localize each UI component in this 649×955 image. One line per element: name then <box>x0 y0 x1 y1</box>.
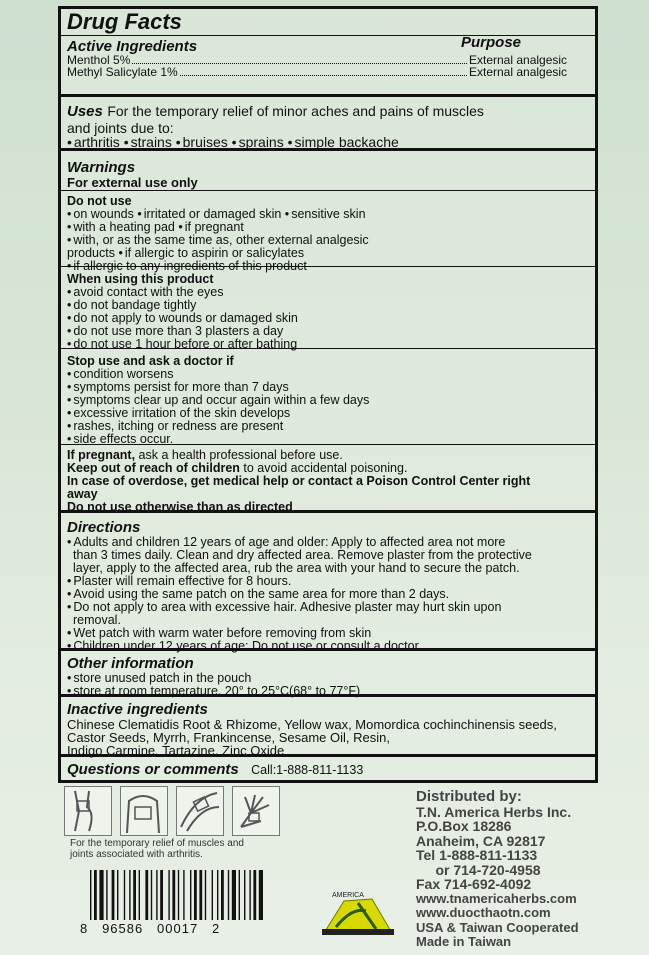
do-not-use-section: Do not use • on wounds • irritated or damaged skin • sensitive skin • with a heating pad • if pregnant • with, or as the same time as, other external analgesic products • if allergic to aspirin or salicylates • if allergic to any ingredients of this product <box>61 191 595 267</box>
use-item: • strains <box>124 134 172 150</box>
direction-line: • Wet patch with warm water before removing from skin <box>67 627 589 640</box>
barcode-bar <box>221 870 224 920</box>
general-warnings: If pregnant, ask a health professional before use. Keep out of reach of children to avoid accidental poisoning. In case of overdose, get medical help or contact a Poison Control Center right away Do not use otherwise than as directed <box>61 445 595 513</box>
shoulder-icon <box>176 786 224 836</box>
barcode-bar <box>172 870 175 920</box>
barcode-bar <box>124 870 125 920</box>
when-using-item: • do not use more than 3 plasters a day <box>67 325 589 338</box>
active-ingredients-section <box>61 9 595 97</box>
barcode-bar <box>194 870 197 920</box>
questions-heading: Questions or comments <box>67 761 239 778</box>
barcode-bar <box>112 870 115 920</box>
barcode-bar <box>190 870 191 920</box>
stop-use-section: Stop use and ask a doctor if • condition worsens • symptoms persist for more than 7 days • symptoms clear up and occur again within a few days • excessive irritation of the skin develops • rashes, itching or redness are present • side effects occur. <box>61 349 595 445</box>
uses-heading: Uses <box>67 103 103 120</box>
use-item: • bruises <box>176 134 228 150</box>
back-icon <box>120 786 168 836</box>
uses-section: Uses For the temporary relief of minor aches and pains of muscles and joints due to: • arthritis • strains • bruises • sprains • simple backache <box>61 97 595 151</box>
barcode-bar <box>244 870 245 920</box>
barcode-bar <box>129 870 130 920</box>
icon-caption: For the temporary relief of muscles and joints associated with arthritis. <box>70 838 244 860</box>
hand-icon <box>232 786 280 836</box>
barcode-bar <box>160 870 163 920</box>
barcode-bar <box>205 870 206 920</box>
barcode-bar <box>217 870 218 920</box>
questions-section <box>61 757 595 780</box>
distributor-line: Tel 1-888-811-1133 <box>416 847 538 863</box>
stop-use-item: • condition worsens <box>67 368 589 381</box>
distributor-line: Fax 714-692-4092 <box>416 876 532 892</box>
barcode-bar <box>99 870 103 920</box>
use-item: • simple backache <box>288 134 399 150</box>
drug-facts-title: Drug Facts <box>67 9 182 34</box>
other-item: • store unused patch in the pouch <box>67 672 589 685</box>
america-herbs-logo <box>318 889 398 939</box>
distributor-line: T.N. America Herbs Inc. <box>416 803 572 820</box>
other-info-section <box>61 651 595 697</box>
barcode-bar <box>178 870 179 920</box>
direction-line: than 3 times daily. Clean and dry affected area. Remove plaster from the protective <box>73 548 532 562</box>
inactive-heading: Inactive ingredients <box>67 701 208 718</box>
other-heading: Other information <box>67 655 194 672</box>
direction-line: • Do not apply to area with excessive hair. Adhesive plaster may hurt skin upon <box>67 601 589 614</box>
warnings-header <box>61 151 595 191</box>
direction-line: • Adults and children 12 years of age and older: Apply to affected area not more <box>67 536 589 549</box>
use-item: • arthritis <box>67 134 120 150</box>
directions-section <box>61 513 595 651</box>
barcode-number: 8 96586 00017 2 <box>80 921 221 936</box>
drug-facts-panel <box>58 6 598 783</box>
direction-line: • Children under 12 years of age: Do not use or consult a doctor. <box>67 640 589 653</box>
barcode-bar <box>117 870 118 920</box>
external-use: For external use only <box>67 175 198 190</box>
barcode-bar <box>145 870 148 920</box>
stop-use-item: • symptoms persist for more than 7 days <box>67 381 589 394</box>
active-row: Menthol 5% External analgesic <box>67 53 568 67</box>
when-using-item: • avoid contact with the eyes <box>67 286 589 299</box>
stop-use-item: • rashes, itching or redness are present <box>67 420 589 433</box>
stop-use-item: • side effects occur. <box>67 433 589 446</box>
warnings-heading: Warnings <box>67 159 136 176</box>
distributor-line: USA & Taiwan Cooperated <box>416 919 579 935</box>
stop-use-item: • symptoms clear up and occur again within a few days <box>67 394 589 407</box>
questions-phone: Call:1-888-811-1133 <box>251 763 364 777</box>
when-using-item: • do not apply to wounds or damaged skin <box>67 312 589 325</box>
barcode-bar <box>168 870 169 920</box>
when-using-item: • do not bandage tightly <box>67 299 589 312</box>
direction-line: • Plaster will remain effective for 8 hours. <box>67 575 589 588</box>
distributor-line: Anaheim, CA 92817 <box>416 832 546 849</box>
when-using-section: When using this product • avoid contact with the eyes • do not bandage tightly • do not apply to wounds or damaged skin • do not use more than 3 plasters a day • do not use 1 hour before or after bathing <box>61 267 595 349</box>
other-item: • store at room temperature, 20° to 25°C(68° to 77°F) <box>67 685 589 698</box>
barcode-bar <box>199 870 202 920</box>
when-using-item: • do not use 1 hour before or after bathing <box>67 338 589 351</box>
barcode-bar <box>106 870 107 920</box>
directions-heading: Directions <box>67 519 141 536</box>
distributor-line: www.duocthaotn.com <box>416 905 551 920</box>
svg-text:AMERICA: AMERICA <box>332 892 364 899</box>
barcode-bar <box>151 870 152 920</box>
barcode-bar <box>133 870 136 920</box>
distributor-line: P.O.Box 18286 <box>416 818 512 834</box>
distributor-line: Made in Taiwan <box>416 934 512 949</box>
barcode-bar <box>228 870 229 920</box>
barcode-bar <box>156 870 157 920</box>
barcode-bar <box>90 870 91 920</box>
barcode-bar <box>249 870 250 920</box>
active-heading: Active Ingredients <box>67 38 198 55</box>
stop-use-item: • excessive irritation of the skin develops <box>67 407 589 420</box>
barcode-bar <box>232 870 236 920</box>
active-row: Methyl Salicylate 1% External analgesic <box>67 65 568 79</box>
direction-line: removal. <box>73 613 121 627</box>
distributor-line: or 714-720-4958 <box>416 861 541 878</box>
barcode-bar <box>139 870 140 920</box>
knee-icon <box>64 786 112 836</box>
distributor-info <box>416 790 579 950</box>
use-item: • sprains <box>232 134 284 150</box>
inactive-section: Inactive ingredients Chinese Clematidis Root & Rhizome, Yellow wax, Momordica cochinchinensis seeds, Castor Seeds, Myrrh, Frankincense, Sesame Oil, Resin, Indigo Carmine, Tartazine, Zinc Oxide <box>61 697 595 757</box>
distributor-line: Distributed by: <box>416 788 522 805</box>
distributor-line: www.tnamericaherbs.com <box>416 890 577 906</box>
purpose-heading: Purpose <box>461 34 522 51</box>
direction-line: layer, apply to the affected area, rub the area with your hand to secure the patch. <box>73 561 520 575</box>
barcode-bar <box>259 870 263 920</box>
barcode-bar <box>239 870 240 920</box>
barcode-bar <box>183 870 184 920</box>
barcode-bar <box>253 870 256 920</box>
barcode-bar <box>94 870 97 920</box>
barcode-bar <box>212 870 213 920</box>
direction-line: • Avoid using the same patch on the same area for more than 2 days. <box>67 588 589 601</box>
